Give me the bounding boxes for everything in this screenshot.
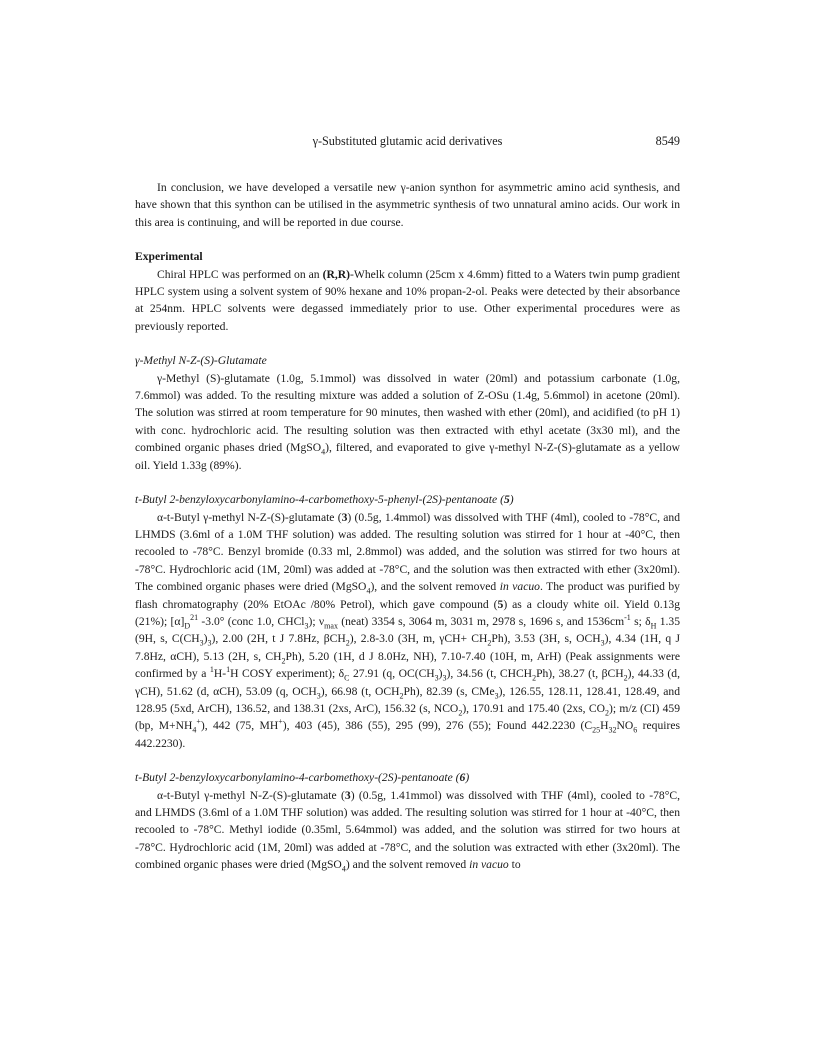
- article-body: [135, 179, 680, 874]
- section-title-compound-6: t-Butyl 2-benzyloxycarbonylamino-4-carbomethoxy-(2S)-pentanoate (6): [135, 771, 470, 785]
- compound-6-procedure-paragraph: α-t-Butyl γ-methyl N-Z-(S)-glutamate (3) (0.5g, 1.41mmol) was dissolved with THF (4ml), cooled to -78°C, and LHMDS (3.6ml of a 1.0M THF solution) was added. The resulting solution was stirred for 1 hour at -40°C, then recooled to -78°C. Methyl iodide (0.35ml, 5.64mmol) was added, and the solution was stirred for two hours at -78°C. Hydrochloric acid (1M, 20ml) was added at -78°C, and the solution was extracted with ether (3x20ml). The combined organic phases were dried (MgSO$_4$) and the solvent removed in vacuo to: [135, 788, 680, 874]
- section-title-compound-5: t-Butyl 2-benzyloxycarbonylamino-4-carbomethoxy-5-phenyl-(2S)-pentanoate (5): [135, 493, 514, 507]
- page-number: 8549: [655, 134, 680, 148]
- experimental-heading: Experimental: [135, 250, 203, 264]
- experimental-intro-paragraph: Chiral HPLC was performed on an (R,R)-Whelk column (25cm x 4.6mm) fitted to a Waters twin pump gradient HPLC system using a solvent system of 90% hexane and 10% propan-2-ol. Peaks were detected by their absorbance at 254nm. HPLC solvents were degassed immediately prior to use. Other experimental procedures were as previously reported.: [135, 267, 680, 333]
- glutamate-procedure-paragraph: γ-Methyl (S)-glutamate (1.0g, 5.1mmol) was dissolved in water (20ml) and potassium carbonate (1.0g, 7.6mmol) was added. To the resulting mixture was added a solution of Z-OSu (1.4g, 5.6mmol) in acetone (20ml). The solution was stirred at room temperature for 90 minutes, then washed with ether (20ml), and acidified (to pH 1) with conc. hydrochloric acid. The resulting solution was then extracted with ethyl acetate (3x30 ml), and the combined organic phases dried (MgSO$_4$), filtered, and evaporated to give γ-methyl N-Z-(S)-glutamate as a yellow oil. Yield 1.33g (89%).: [135, 371, 680, 472]
- running-header: [135, 134, 680, 150]
- running-title: γ-Substituted glutamic acid derivatives: [312, 134, 503, 148]
- compound-5-procedure-paragraph: α-t-Butyl γ-methyl N-Z-(S)-glutamate (3) (0.5g, 1.4mmol) was dissolved with THF (4ml), cooled to -78°C, and LHMDS (3.6ml of a 1.0M THF solution) was added. The resulting solution was stirred for 1 hour at -40°C, then recooled to -78°C. Benzyl bromide (0.33 ml, 2.8mmol) was added, and the solution was stirred for two hours at -78°C. Hydrochloric acid (1M, 20ml) was added at -78°C, and the solution was then extracted with ether (3x20ml). The combined organic phases were dried (MgSO$_4$), and the solvent removed in vacuo. The product was purified by flash chromatography (20% EtOAc /80% Petrol), which gave compound (5) as a cloudy white oil. Yield 0.13g (21%); $[\alpha]_D^{21}$ -3.0° (conc 1.0, CHCl$_3$); $\nu_{max}$ (neat) 3354 s, 3064 m, 3031 m, 2978 s, 1696 s, and $1536cm^{-1}$ s; $\delta_H$ 1.35 (9H, s, $C(CH_3)_3$), 2.00 (2H, t J 7.8Hz, βCH$_2$), 2.8-3.0 (3H, m, $\gamma CH+ CH_2Ph$), 3.53 (3H, s, $OCH_3$), 4.34 (1H, q J 7.8Hz, αCH), 5.13 (2H, s, $CH_2Ph$), 5.20 (1H, d J 8.0Hz, NH), 7.10-7.40 (10H, m, ArH) (Peak assignments were confirmed by a $^1$H-$^1$H COSY experiment); $\delta_C$ 27.91 (q, $OC(CH_3)_3$), 34.56 (t, $CHCH_2Ph$), 38.27 (t, βCH$_2$), 44.33 (d, γCH), 51.62 (d, αCH), 53.09 (q, $OCH_3$), 66.98 (t, $OCH_2Ph$), 82.39 (s, CMe$_3$), 126.55, 128.11, 128.41, 128.49, and 128.95 (5xd, ArCH), 136.52, and 138.31 (2xs, ArC), 156.32 (s, $NCO_2$), 170.91 and 175.40 (2xs, $CO_2$); m/z (CI) 459 (bp, $M+NH_4^+$), 442 (75, MH+), 403 (45), 386 (55), 295 (99), 276 (55); Found 442.2230 ($C_{25}H_{32}NO_6$ requires 442.2230).: [135, 510, 681, 750]
- section-title-glutamate: γ-Methyl N-Z-(S)-Glutamate: [135, 354, 267, 368]
- conclusion-paragraph: In conclusion, we have developed a versatile new γ-anion synthon for asymmetric amino acid synthesis, and have shown that this synthon can be utilised in the asymmetric synthesis of two unnatural amino acids. Our work in this area is continuing, and will be reported in due course.: [135, 181, 680, 229]
